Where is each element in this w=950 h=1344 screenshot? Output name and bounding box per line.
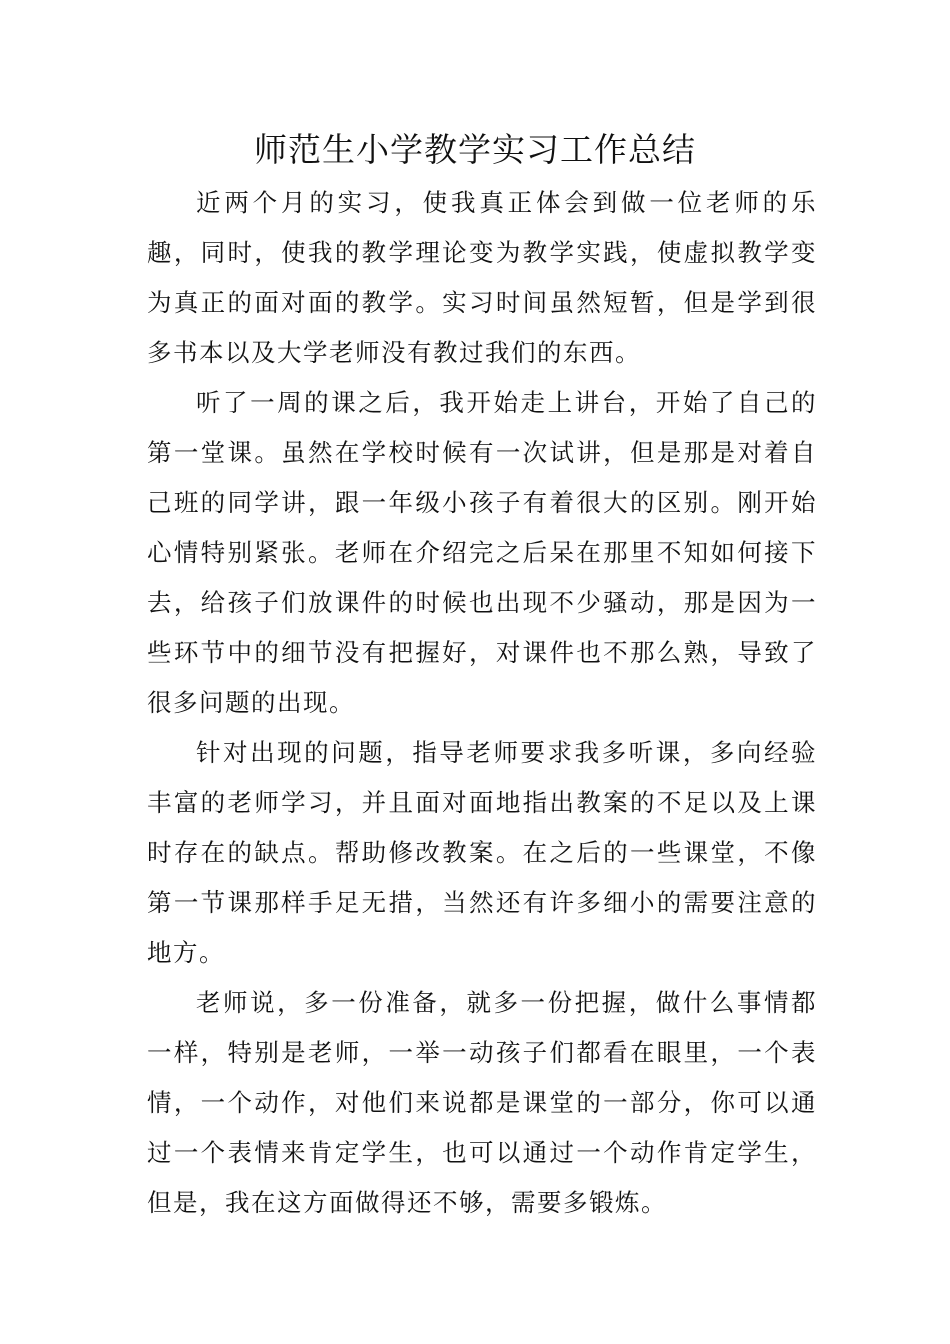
document-title: 师范生小学教学实习工作总结 bbox=[254, 130, 696, 169]
paragraph-1: 近两个月的实习，使我真正体会到做一位老师的乐趣，同时，使我的教学理论变为教学实践，使虚拟教学变为真正的面对面的教学。实习时间虽然短暂，但是学到很多书本以及大学老师没有教过我们的东西。 bbox=[147, 188, 817, 367]
paragraph-2: 听了一周的课之后，我开始走上讲台，开始了自己的第一堂课。虽然在学校时候有一次试讲，但是那是对着自己班的同学讲，跟一年级小孩子有着很大的区别。刚开始心情特别紧张。老师在介绍完之后呆在那里不知如何接下去，给孩子们放课件的时候也出现不少骚动，那是因为一些环节中的细节没有把握好，对课件也不那么熟，导致了很多问题的出现。 bbox=[147, 388, 817, 717]
document-body bbox=[147, 178, 817, 1228]
paragraph-4: 老师说，多一份准备，就多一份把握，做什么事情都一样，特别是老师，一举一动孩子们都看在眼里，一个表情，一个动作，对他们来说都是课堂的一部分，你可以通过一个表情来肯定学生，也可以通过一个动作肯定学生，但是，我在这方面做得还不够，需要多锻炼。 bbox=[147, 988, 817, 1217]
paragraph-3: 针对出现的问题，指导老师要求我多听课，多向经验丰富的老师学习，并且面对面地指出教案的不足以及上课时存在的缺点。帮助修改教案。在之后的一些课堂，不像第一节课那样手足无措，当然还有许多细小的需要注意的地方。 bbox=[147, 738, 817, 967]
